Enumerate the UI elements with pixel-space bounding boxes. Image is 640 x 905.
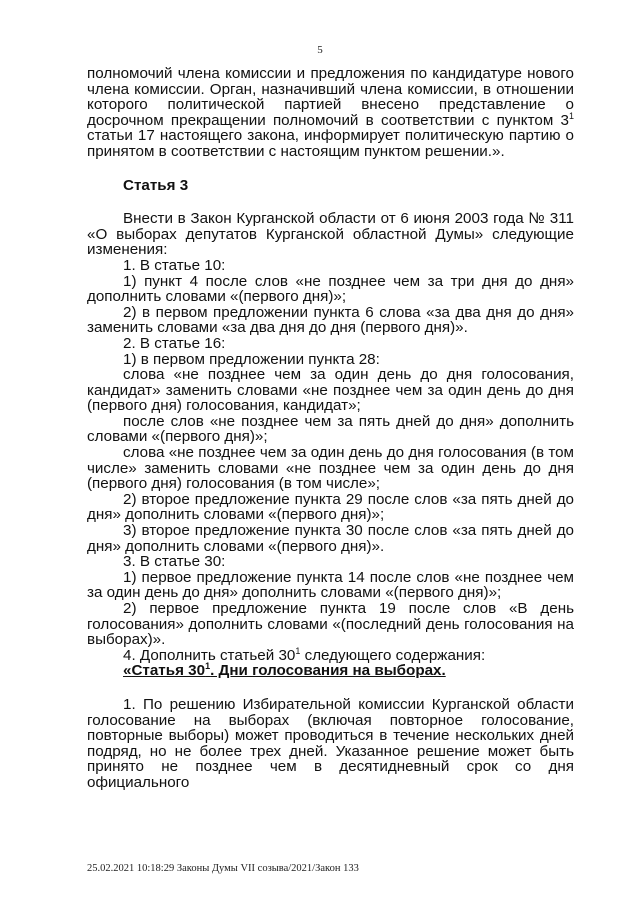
page-number: 5 — [317, 44, 323, 56]
superscript: 1 — [568, 110, 574, 121]
item-article-30-2: 2) первое предложение пункта 19 после слов «В день голосования» дополнить словами «(последний день голосования на выборах)». — [87, 600, 574, 649]
paragraph-intro: Внести в Закон Курганской области от 6 июня 2003 года № 311 «О выборах депутатов Курганской областной Думы» следующие изменения: — [87, 210, 574, 259]
item-article-30-1: 1) первое предложение пункта 14 после слов «не позднее чем за один день до дня» дополнить словами «(первого дня)»; — [87, 568, 574, 602]
new-article-title — [87, 663, 574, 679]
item-article-10-1: 1) пункт 4 после слов «не позднее чем за три дня до дня» дополнить словами «(первого дня)»; — [87, 272, 574, 306]
item-article-30: 3. В статье 30: — [123, 553, 226, 571]
item-article-16-1: 1) в первом предложении пункта 28: — [123, 350, 380, 368]
footer-stamp: 25.02.2021 10:18:29 Законы Думы VII созыва/2021/Закон 133 — [87, 863, 359, 874]
item-article-16-1a: слова «не позднее чем за один день до дня голосования, кандидат» заменить словами «не позднее чем за один день до дня (первого дня) голосования, кандидат»; — [87, 366, 574, 415]
superscript: 1 — [205, 661, 211, 672]
paragraph-top-text-end: статьи 17 настоящего закона, информирует политическую партию о принятом в соответствии с настоящим пунктом решении.». — [87, 127, 574, 160]
item-add-article-text: 4. Дополнить статьей 30 — [123, 646, 296, 664]
article-heading: Статья 3 — [123, 176, 189, 194]
document-body — [87, 66, 574, 791]
superscript: 1 — [295, 645, 301, 656]
paragraph-top-text: полномочий члена комиссии и предложения по кандидатуре нового члена комиссии. Орган, назначивший члена комиссии, в отношении которого политической партией внесено представление о досрочном прекращении полномочий в соответствии с пунктом 3 — [87, 65, 574, 129]
opening-quote: « — [123, 662, 132, 680]
item-article-16-3: 3) второе предложение пункта 30 после слов «за пять дней до дня» дополнить словами «(первого дня)». — [87, 522, 574, 555]
clause-1: 1. По решению Избирательной комиссии Курганской области голосование на выборах (включая повторное голосование, повторные выборы) может проводиться в течение нескольких дней подряд, но не более трех дней. Указанное решение может быть принято не позднее чем в десятидневный срок со дня официального — [87, 695, 574, 791]
item-article-16-1b: после слов «не позднее чем за пять дней до дня» дополнить словами «(первого дня)»; — [87, 412, 574, 446]
item-article-16-1c: слова «не позднее чем за один день до дня голосования (в том числе» заменить словами «не позднее чем за один день до дня (первого дня) голосования (в том числе»; — [87, 444, 574, 493]
item-add-article-text-end: следующего содержания: — [300, 646, 486, 664]
paragraph-top — [87, 66, 574, 160]
new-article-title-text: Статья 30 — [131, 662, 206, 680]
item-article-10-2: 2) в первом предложении пункта 6 слова «за два дня до дня» заменить словами «за два дня до дня (первого дня)». — [87, 303, 574, 337]
item-article-10: 1. В статье 10: — [123, 256, 226, 274]
item-article-16-2: 2) второе предложение пункта 29 после слов «за пять дней до дня» дополнить словами «(первого дня)»; — [87, 490, 574, 524]
item-article-16: 2. В статье 16: — [123, 334, 226, 352]
new-article-title-text-end: . Дни голосования на выборах. — [210, 662, 446, 680]
